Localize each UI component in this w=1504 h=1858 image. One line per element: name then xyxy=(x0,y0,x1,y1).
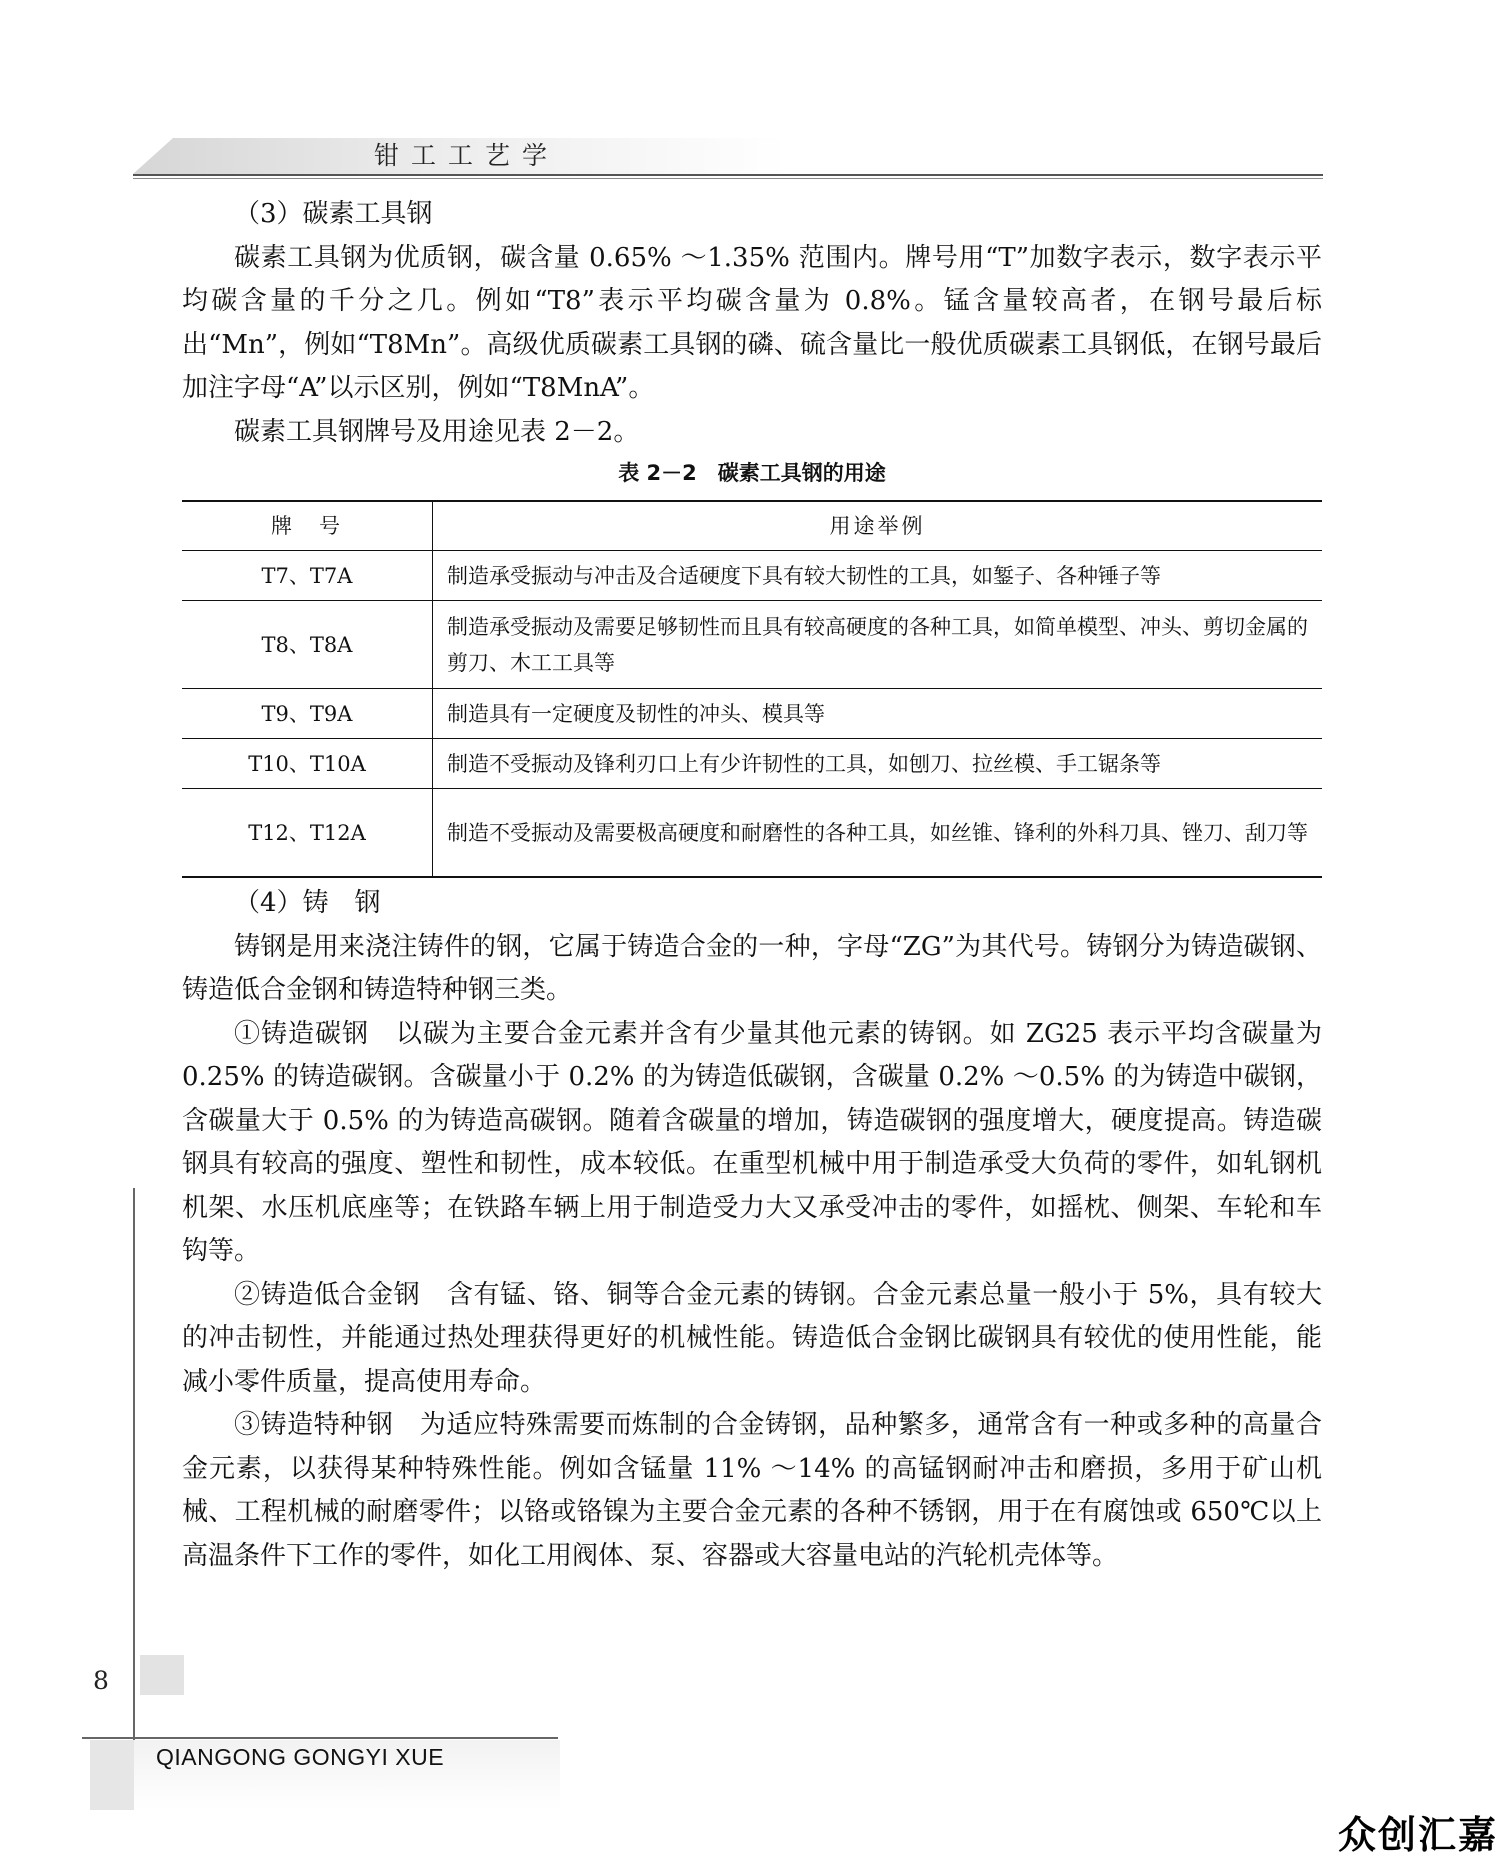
table-row xyxy=(182,789,1322,878)
footer-book-title: QIANGONG GONGYI XUE xyxy=(156,1744,445,1770)
column-header-grade: 牌 号 xyxy=(182,501,433,551)
page-number: 8 xyxy=(93,1666,109,1695)
grade-cell: T7、T7A xyxy=(182,551,433,601)
grade-cell: T8、T8A xyxy=(182,601,433,689)
section-heading-cast-steel: （4）铸 钢 xyxy=(234,888,381,918)
footer-square xyxy=(140,1655,184,1695)
use-cell: 制造不受振动及需要极高硬度和耐磨性的各种工具，如丝锥、锋利的外科刀具、锉刀、刮刀等 xyxy=(433,789,1323,878)
header-rule-thin xyxy=(133,178,1323,179)
grade-cell: T9、T9A xyxy=(182,689,433,739)
footer-bar xyxy=(90,1740,134,1810)
table-row xyxy=(182,689,1322,739)
margin-line xyxy=(133,1188,135,1755)
header-rule xyxy=(133,174,1323,176)
carbon-tool-steel-table xyxy=(182,500,1322,878)
grade-cell: T10、T10A xyxy=(182,739,433,789)
section-heading-carbon-tool-steel: （3）碳素工具钢 xyxy=(234,199,433,229)
use-cell: 制造不受振动及锋利刃口上有少许韧性的工具，如刨刀、拉丝模、手工锯条等 xyxy=(433,739,1323,789)
grade-cell: T12、T12A xyxy=(182,789,433,878)
running-header-title: 钳工工艺学 xyxy=(374,141,560,170)
paragraph: 碳素工具钢牌号及用途见表 2－2。 xyxy=(234,416,640,447)
header-band xyxy=(133,138,1323,174)
use-cell: 制造承受振动与冲击及合适硬度下具有较大韧性的工具，如錾子、各种锤子等 xyxy=(433,551,1323,601)
use-cell: 制造具有一定硬度及韧性的冲头、模具等 xyxy=(433,689,1323,739)
paragraph: 铸钢是用来浇注铸件的钢，它属于铸造合金的一种，字母“ZG”为其代号。铸钢分为铸造碳钢、铸造低合金钢和铸造特种钢三类。 xyxy=(182,931,1322,1005)
paragraph-cast-carbon-steel: ①铸造碳钢 以碳为主要合金元素并含有少量其他元素的铸钢。如 ZG25 表示平均含碳量为 0.25% 的铸造碳钢。含碳量小于 0.2% 的为铸造低碳钢，含碳量 0.2% ～0.5% 的为铸造中碳钢，含碳量大于 0.5% 的为铸造高碳钢。随着含碳量的增加，铸造碳钢的强度增大，硬度提高。铸造碳钢具有较高的强度、塑性和韧性，成本较低。在重型机械中用于制造承受大负荷的零件，如轧钢机机架、水压机底座等；在铁路车辆上用于制造受力大又承受冲击的零件，如摇枕、侧架、车轮和车钩等。 xyxy=(182,1018,1322,1266)
watermark: 众创汇嘉 xyxy=(1337,1813,1498,1857)
table-row xyxy=(182,739,1322,789)
table-row xyxy=(182,551,1322,601)
use-cell: 制造承受振动及需要足够韧性而且具有较高硬度的各种工具，如简单模型、冲头、剪切金属的剪刀、木工工具等 xyxy=(433,601,1323,689)
column-header-use: 用途举例 xyxy=(433,501,1323,551)
page-content xyxy=(182,193,1322,1578)
paragraph-cast-low-alloy-steel: ②铸造低合金钢 含有锰、铬、铜等合金元素的铸钢。合金元素总量一般小于 5%，具有较大的冲击韧性，并能通过热处理获得更好的机械性能。铸造低合金钢比碳钢具有较优的使用性能，能减小零件质量，提高使用寿命。 xyxy=(182,1279,1322,1397)
paragraph-cast-special-steel: ③铸造特种钢 为适应特殊需要而炼制的合金铸钢，品种繁多，通常含有一种或多种的高量合金元素，以获得某种特殊性能。例如含锰量 11% ～14% 的高锰钢耐冲击和磨损，多用于矿山机械、工程机械的耐磨零件；以铬或铬镍为主要合金元素的各种不锈钢，用于在有腐蚀或 650℃以上高温条件下工作的零件，如化工用阀体、泵、容器或大容量电站的汽轮机壳体等。 xyxy=(182,1410,1322,1571)
footer-rule xyxy=(82,1737,558,1739)
table-header-row xyxy=(182,501,1322,551)
paragraph: 碳素工具钢为优质钢，碳含量 0.65% ～1.35% 范围内。牌号用“T”加数字表示，数字表示平均碳含量的千分之几。例如“T8”表示平均碳含量为 0.8%。锰含量较高者，在钢号最后标出“Mn”，例如“T8Mn”。高级优质碳素工具钢的磷、硫含量比一般优质碳素工具钢低，在钢号最后加注字母“A”以示区别，例如“T8MnA”。 xyxy=(182,242,1322,403)
table-caption: 表 2－2 碳素工具钢的用途 xyxy=(618,461,886,485)
table-row xyxy=(182,601,1322,689)
